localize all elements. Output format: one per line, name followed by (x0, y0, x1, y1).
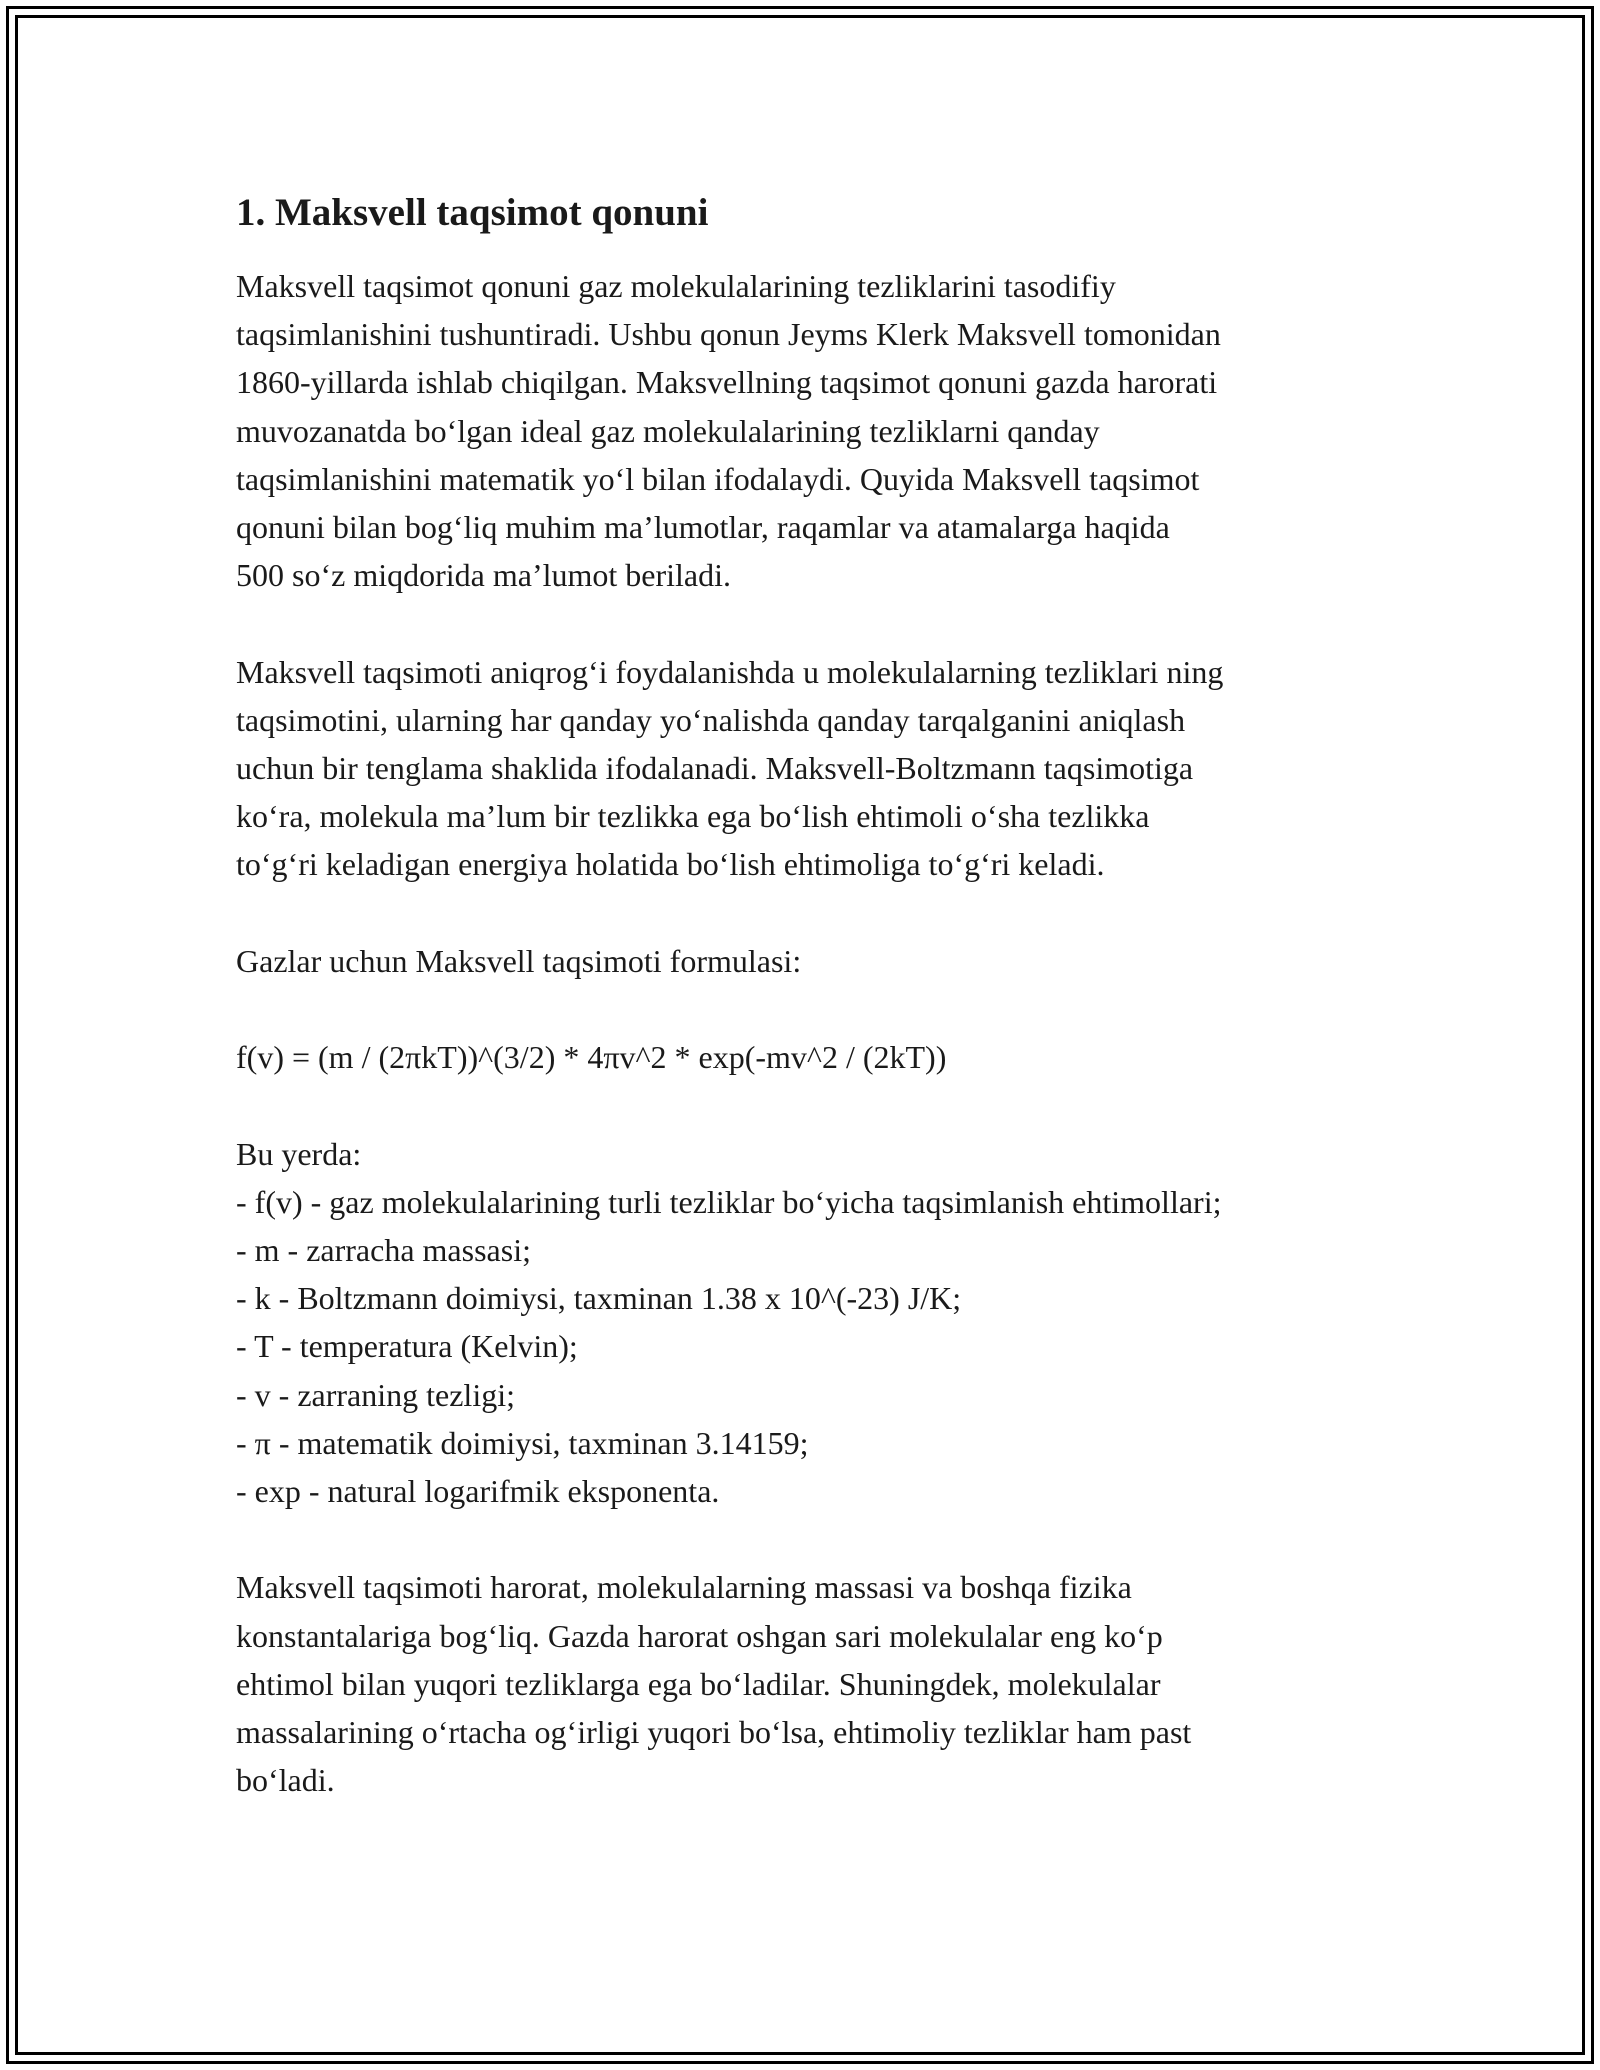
text-line: taqsimlanishini matematik yoʻl bilan ifodalaydi. Quyida Maksvell taqsimot (236, 460, 1200, 497)
definition-item: - π - matematik doimiysi, taxminan 3.14159; (236, 1424, 809, 1461)
definition-item: - f(v) - gaz molekulalarining turli tezliklar boʻyicha taqsimlanish ehtimollari; (236, 1183, 1222, 1220)
text-line: muvozanatda boʻlgan ideal gaz molekulalarining tezliklarni qanday (236, 412, 1100, 449)
text-line: massalarining oʻrtacha ogʻirligi yuqori boʻlsa, ehtimoliy tezliklar ham past (236, 1714, 1192, 1751)
text-line: taqsimlanishini tushuntiradi. Ushbu qonun Jeyms Klerk Maksvell tomonidan (236, 316, 1221, 353)
text-line: Maksvell taqsimoti harorat, molekulalarning massasi va boshqa fizika (236, 1569, 1132, 1606)
paragraph-explanation (236, 648, 1416, 889)
text-line: koʻra, molekula maʼlum bir tezlikka ega boʻlish ehtimoli oʻsha tezlikka (236, 798, 1150, 835)
text-line: 500 soʻz miqdorida maʼlumot beriladi. (236, 557, 731, 594)
definitions-intro: Bu yerda: (236, 1135, 362, 1172)
text-line: konstantalariga bogʻliq. Gazda harorat oshgan sari molekulalar eng koʻp (236, 1617, 1163, 1654)
definitions-list (236, 1130, 1416, 1516)
text-line: Maksvell taqsimot qonuni gaz molekulalarining tezliklarini tasodifiy (236, 268, 1116, 304)
formula-intro-text: Gazlar uchun Maksvell taqsimoti formulasi: (236, 942, 802, 979)
formula (236, 1033, 1416, 1081)
text-line: taqsimotini, ularning har qanday yoʻnalishda qanday tarqalganini aniqlash (236, 701, 1186, 738)
text-line: Maksvell taqsimoti aniqrogʻi foydalanishda u molekulalarning tezliklari ning (236, 653, 1224, 690)
document-body (236, 188, 1416, 1804)
section-heading: 1. Maksvell taqsimot qonuni (236, 191, 709, 234)
paragraph-intro (236, 262, 1416, 599)
paragraph-conclusion (236, 1563, 1416, 1804)
formula-text: f(v) = (m / (2πkT))^(3/2) * 4πv^2 * exp(-mv^2 / (2kT)) (236, 1039, 947, 1076)
definition-item: - k - Boltzmann doimiysi, taxminan 1.38 x 10^(-23) J/K; (236, 1280, 962, 1317)
text-line: 1860-yillarda ishlab chiqilgan. Maksvellning taqsimot qonuni gazda harorati (236, 364, 1218, 401)
definition-item: - m - zarracha massasi; (236, 1232, 531, 1268)
definition-item: - v - zarraning tezligi; (236, 1376, 515, 1413)
definition-item: - T - temperatura (Kelvin); (236, 1328, 578, 1365)
formula-intro (236, 937, 1416, 985)
text-line: toʻgʻri keladigan energiya holatida boʻlish ehtimoliga toʻgʻri keladi. (236, 846, 1105, 883)
text-line: uchun bir tenglama shaklida ifodalanadi. Maksvell-Boltzmann taqsimotiga (236, 750, 1194, 787)
text-line: boʻladi. (236, 1762, 335, 1799)
definition-item: - exp - natural logarifmik eksponenta. (236, 1473, 720, 1510)
text-line: qonuni bilan bogʻliq muhim maʼlumotlar, raqamlar va atamalarga haqida (236, 509, 1170, 546)
text-line: ehtimol bilan yuqori tezliklarga ega boʻladilar. Shuningdek, molekulalar (236, 1665, 1161, 1702)
